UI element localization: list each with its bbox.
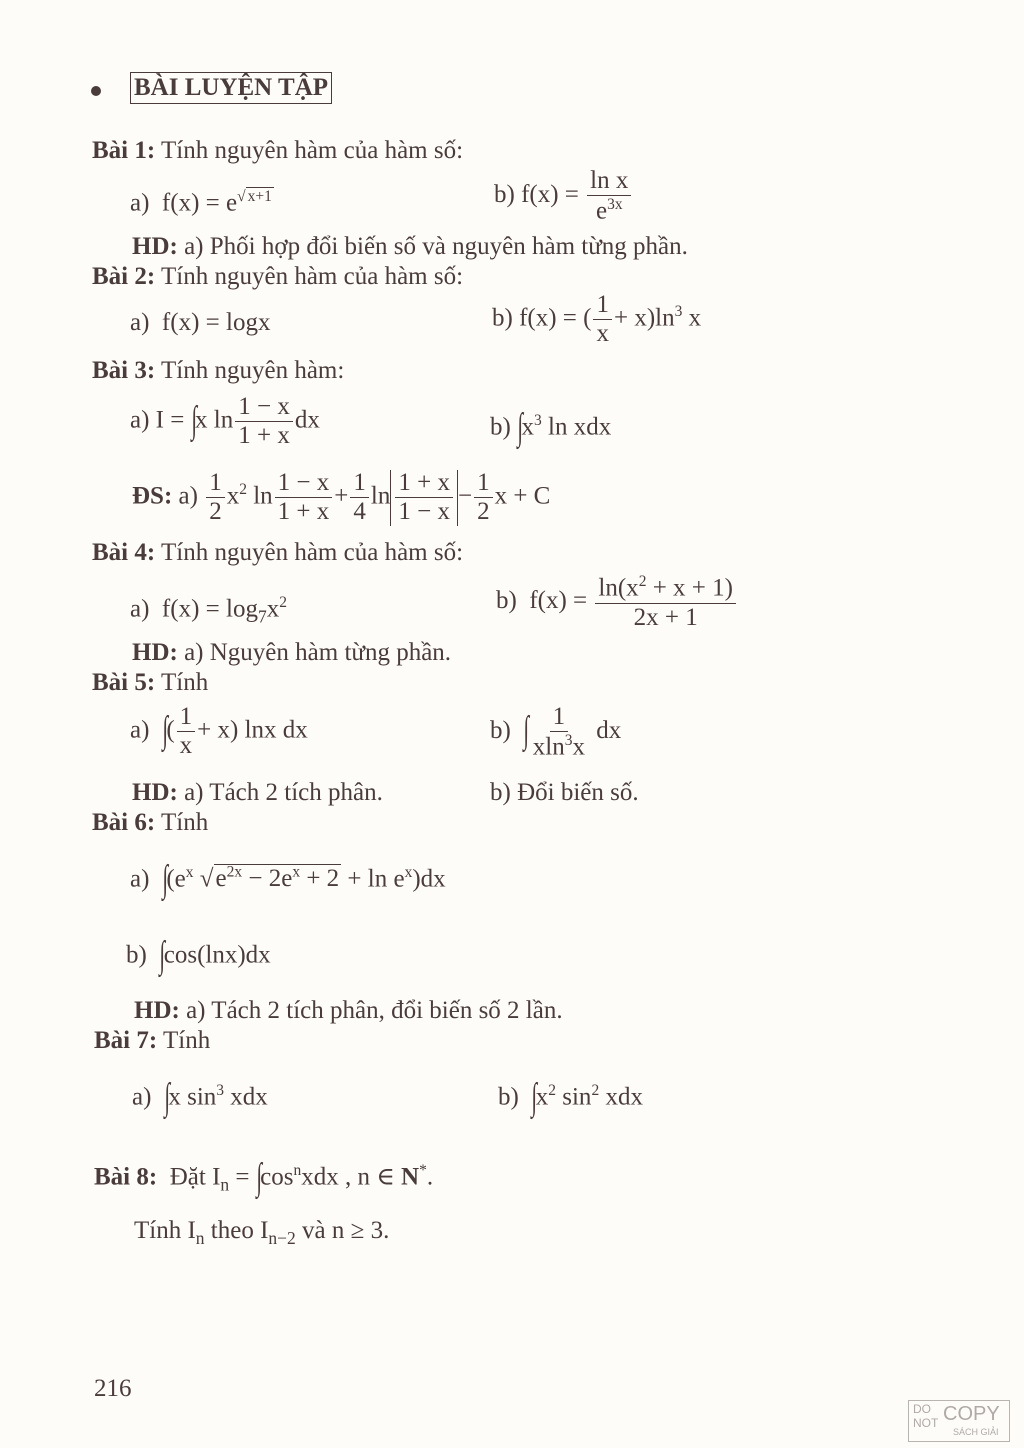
- bai2-formula-a: a) f(x) = logx: [130, 309, 271, 336]
- bai8-prompt: Đặt: [169, 1163, 206, 1191]
- bai4-heading: [92, 538, 463, 568]
- bai7-label: Bài 7:: [94, 1027, 158, 1054]
- bai3-prompt: Tính nguyên hàm:: [161, 357, 345, 384]
- bai4-label: Bài 4:: [92, 539, 156, 566]
- bai4-hd-text: a) Nguyên hàm từng phần.: [184, 639, 452, 666]
- bai1-formula-b: b) f(x) = $\frac{\text{ln x}}{e^{3x}}$: [494, 168, 633, 225]
- bai1-hint: [132, 232, 688, 262]
- bai6-hint: [134, 996, 563, 1026]
- bai6-label: Bài 6:: [92, 809, 156, 836]
- bai3-label: Bài 3:: [92, 357, 156, 384]
- bai2-heading: [92, 262, 463, 292]
- do-not-copy-stamp: [908, 1400, 1010, 1442]
- bai1-heading: [92, 136, 463, 166]
- bai5-hint-b: b) Đổi biến số.: [490, 779, 639, 806]
- bai6-formula-a: a) $\int(e^x$ $√e^{2x} - 2e^x + 2 + \ln e^x)dx$: [130, 857, 446, 900]
- bai2-formula-b: b) f(x) = ( $\frac{1}{x}$ + $x)\ln^3$ x: [492, 291, 702, 348]
- bai3-ds-label: ĐS:: [132, 482, 173, 510]
- bai3-heading: [92, 356, 344, 386]
- bai5-formula-a: a) ∫( $\frac{1}{x}$ + x) lnx dx: [130, 703, 308, 760]
- stamp-copy: COPY: [943, 1403, 1000, 1425]
- bai4-prompt: Tính nguyên hàm của hàm số:: [161, 539, 464, 566]
- page-number: 216: [94, 1375, 132, 1402]
- bai5-label: Bài 5:: [92, 669, 156, 696]
- bai5-heading: [92, 668, 208, 698]
- bai5-formula-b: b) ∫ $\frac{1}{xln^3x}$ dx: [490, 703, 622, 761]
- bai5-hd-label: HD:: [132, 779, 178, 806]
- bai5-hd-a: a) Tách 2 tích phân.: [184, 779, 383, 806]
- bai8-task: Tính $I_n$ theo $I_{n-2}$ và n ≥ 3.: [134, 1217, 390, 1248]
- bai2-prompt: Tính nguyên hàm của hàm số:: [161, 263, 464, 290]
- bai4-hd-label: HD:: [132, 639, 178, 666]
- bai5-prompt: Tính: [161, 669, 209, 696]
- bai7-formula-b: b) $\int x^2$ $\sin^2$ xdx: [498, 1075, 643, 1118]
- bai3-answer: ĐS: a) $\frac{1}{2}$ $x^2$ ln $\frac{1 - x}{1 + x}$ + $\frac{1}{4}$ ln $\frac{1 + x}{1 - x}$ − $\frac{1}{2}$ x + C: [132, 469, 551, 526]
- bai6-formula-b: b) ∫cos(lnx)dx: [126, 934, 271, 976]
- bai1-hd-text: a) Phối hợp đổi biến số và nguyên hàm từng phần.: [184, 233, 688, 260]
- bai7-heading: [94, 1026, 210, 1056]
- bai8-label: Bài 8:: [94, 1163, 158, 1191]
- bai6-hd-text: a) Tách 2 tích phân, đổi biến số 2 lần.: [186, 997, 563, 1024]
- bai6-heading: [92, 808, 208, 838]
- bai3-formula-b: b) $\int x^3$ ln xdx: [490, 405, 612, 448]
- bai1-label: Bài 1:: [92, 137, 156, 164]
- stamp-do: DO: [913, 1402, 931, 1416]
- bai2-label: Bài 2:: [92, 263, 156, 290]
- bai4-formula-b: b) f(x) = $\frac{\ln(x^2 + x + 1)}{2x + 1}$: [496, 574, 738, 631]
- bai7-formula-a: a) ∫x $\sin^3$ xdx: [132, 1075, 268, 1118]
- bai7-prompt: Tính: [163, 1027, 211, 1054]
- bai3-formula-a: a) I = ∫x ln $\frac{1 - x}{1 + x}$ dx: [130, 393, 320, 450]
- bai1-prompt: Tính nguyên hàm của hàm số:: [161, 137, 464, 164]
- bullet-icon: [91, 86, 101, 96]
- bai4-formula-a: a) $f(x) = \log_7x^2$: [130, 594, 287, 627]
- bai1-hd-label: HD:: [132, 233, 178, 260]
- section-title: BÀI LUYỆN TẬP: [130, 72, 332, 104]
- stamp-not: NOT: [913, 1416, 939, 1430]
- bai6-hd-label: HD:: [134, 997, 180, 1024]
- bai6-prompt: Tính: [161, 809, 209, 836]
- bai1-formula-a: a) $f(x) = e^{√ x+1}$: [130, 188, 272, 217]
- stamp-brand: SÁCH GIẢI: [953, 1427, 999, 1437]
- bai5-hint-a: [132, 778, 383, 808]
- bai4-hint: [132, 638, 451, 668]
- bai8-heading: Bài 8: Đặt $I_n = \int\cos^nxdx$ , n ∈ N*.: [94, 1155, 434, 1198]
